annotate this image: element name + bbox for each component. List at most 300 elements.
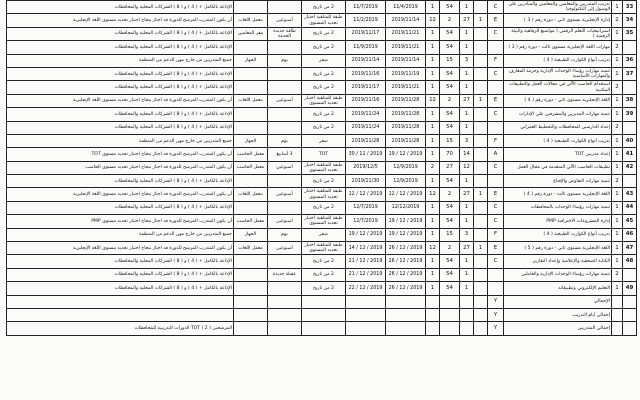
location-cell bbox=[234, 67, 268, 80]
group-number-cell: 48 bbox=[623, 255, 637, 268]
count-b-cell bbox=[460, 308, 474, 321]
selection-cell: 2 من تاريخ bbox=[302, 27, 346, 40]
course-title-cell: إعداد مدربين TOT bbox=[504, 148, 612, 161]
row-number-cell: 1 bbox=[612, 161, 623, 174]
duration-cell bbox=[268, 308, 302, 321]
start-date-cell: 2019/11/14 bbox=[346, 54, 386, 67]
course-title-cell: اللغة الإنجليزية مستوى ثاني - دورة رقم ( 5 ) bbox=[504, 242, 612, 255]
count-d-cell: 1 bbox=[426, 27, 440, 40]
selection-cell: 2 من تاريخ bbox=[302, 81, 346, 94]
count-c-cell: 54 bbox=[440, 175, 460, 188]
start-date-cell: 2019 / 12 / 21 bbox=[346, 268, 386, 281]
selection-cell: طبقة للمتلقية اختبار تحديد المستوى bbox=[302, 188, 346, 201]
course-title-cell: تدريب أنواع الكوارث الطبيعية ( 4 ) bbox=[504, 228, 612, 241]
location-cell bbox=[234, 295, 268, 308]
course-title-cell: الإجمالي bbox=[504, 295, 612, 308]
selection-cell: 2 من تاريخ bbox=[302, 108, 346, 121]
notes-cell: الإذاعة بالكامل + ( 4 ) و ( 8 ) الشركات المحلية والمحافظات bbox=[7, 81, 234, 94]
schedule-table bbox=[6, 0, 637, 336]
level-code-cell: C bbox=[488, 67, 504, 80]
count-c-cell: 54 bbox=[440, 41, 460, 54]
selection-cell: 2 من تاريخ bbox=[302, 121, 346, 134]
table-row bbox=[7, 161, 637, 174]
count-d-cell: 12 bbox=[426, 242, 440, 255]
count-c-cell: 2 bbox=[440, 14, 460, 27]
selection-cell: صفر bbox=[302, 228, 346, 241]
start-date-cell: 2019 / 12 / 22 bbox=[346, 282, 386, 295]
duration-cell: أسبوعين bbox=[268, 215, 302, 228]
course-title-cell: تنمية مهارات التفاوض والإقناع bbox=[504, 175, 612, 188]
selection-cell: صفر bbox=[302, 134, 346, 147]
duration-cell bbox=[268, 67, 302, 80]
location-cell bbox=[234, 108, 268, 121]
start-date-cell: 2019 / 12 / 14 bbox=[346, 242, 386, 255]
row-number-cell: 1 bbox=[612, 54, 623, 67]
group-number-cell: 42 bbox=[623, 161, 637, 174]
location-cell: معمل اللغات bbox=[234, 14, 268, 27]
count-c-cell bbox=[440, 308, 460, 321]
table-row bbox=[7, 121, 637, 134]
notes-cell: الإذاعة بالكامل + ( 4 ) و ( 8 ) الشركات المحلية والمحافظات bbox=[7, 282, 234, 295]
count-b-cell: 1 bbox=[460, 27, 474, 40]
count-b-cell: 1 bbox=[460, 1, 474, 14]
end-date-cell: 12/9/2019 bbox=[386, 161, 426, 174]
level-code-cell: C bbox=[488, 27, 504, 40]
duration-cell: أسبوعين bbox=[268, 242, 302, 255]
count-c-cell: 27 bbox=[440, 161, 460, 174]
count-c-cell: 54 bbox=[440, 81, 460, 94]
start-date-cell: 2019 / 12 / 12 bbox=[346, 188, 386, 201]
count-a-cell: 1 bbox=[474, 94, 488, 107]
level-code-cell: Y bbox=[488, 308, 504, 321]
count-d-cell: 12 bbox=[426, 14, 440, 27]
row-number-cell: 2 bbox=[612, 121, 623, 134]
notes-cell: جميع المتدربين من خارج مهن الدعم من المنظمة bbox=[7, 228, 234, 241]
table-row bbox=[7, 54, 637, 67]
row-number-cell: 1 bbox=[612, 1, 623, 14]
course-title-cell: إدارة الإنجليزية مستوى ثاني - دورة رقم ( 3 ) bbox=[504, 14, 612, 27]
course-title-cell: إعداد الدارسين للمحافظات والتخطيط العمراني bbox=[504, 121, 612, 134]
row-number-cell: 2 bbox=[612, 175, 623, 188]
level-code-cell: E bbox=[488, 188, 504, 201]
notes-cell: الإذاعة بالكامل + ( 4 ) و ( 8 ) الشركات المحلية والمحافظات bbox=[7, 1, 234, 14]
duration-cell bbox=[268, 121, 302, 134]
level-code-cell: E bbox=[488, 242, 504, 255]
row-number-cell: 1 bbox=[612, 201, 623, 214]
selection-cell: 2 من تاريخ bbox=[302, 175, 346, 188]
level-code-cell: Y bbox=[488, 322, 504, 335]
count-d-cell bbox=[426, 295, 440, 308]
count-c-cell: 54 bbox=[440, 27, 460, 40]
count-d-cell: 1 bbox=[426, 268, 440, 281]
end-date-cell bbox=[386, 322, 426, 335]
end-date-cell: 2019 / 12 / 26 bbox=[386, 255, 426, 268]
table-row bbox=[7, 228, 637, 241]
course-title-cell: اللغة الإنجليزية مستوى ثالث - دورة رقم ( 4 ) bbox=[504, 188, 612, 201]
end-date-cell: 2019/11/21 bbox=[386, 41, 426, 54]
table-row bbox=[7, 188, 637, 201]
count-d-cell: 1 bbox=[426, 1, 440, 14]
end-date-cell: 2019/11/28 bbox=[386, 121, 426, 134]
level-code-cell bbox=[488, 268, 504, 281]
start-date-cell: 2019/11/24 bbox=[346, 121, 386, 134]
selection-cell: طبقة للمتلقية اختبار تحديد المستوى bbox=[302, 14, 346, 27]
count-b-cell: 1 bbox=[460, 41, 474, 54]
start-date-cell: 2019/11/17 bbox=[346, 81, 386, 94]
count-a-cell bbox=[474, 134, 488, 147]
count-a-cell: 1 bbox=[474, 188, 488, 201]
count-d-cell bbox=[426, 322, 440, 335]
end-date-cell: 2019/11/19 bbox=[386, 67, 426, 80]
group-number-cell bbox=[623, 322, 637, 335]
level-code-cell: E bbox=[488, 14, 504, 27]
level-code-cell: C bbox=[488, 215, 504, 228]
count-d-cell: 1 bbox=[426, 175, 440, 188]
start-date-cell: 11/7/2019 bbox=[346, 1, 386, 14]
count-c-cell: 54 bbox=[440, 67, 460, 80]
duration-cell bbox=[268, 201, 302, 214]
count-d-cell: 2 bbox=[426, 161, 440, 174]
group-number-cell: 34 bbox=[623, 14, 637, 27]
end-date-cell: 2019 / 12 / 26 bbox=[386, 282, 426, 295]
level-code-cell: F bbox=[488, 54, 504, 67]
table-row bbox=[7, 201, 637, 214]
course-title-cell: تدريب المتدربين والمعلمين والمعلمين والمبادرين على الوصول إلى التكنولوجيا bbox=[504, 1, 612, 14]
level-code-cell bbox=[488, 121, 504, 134]
group-number-cell: 39 bbox=[623, 108, 637, 121]
course-title-cell: إجمالي أيام التدريب bbox=[504, 308, 612, 321]
start-date-cell bbox=[346, 295, 386, 308]
end-date-cell: 12/9/2019 bbox=[386, 175, 426, 188]
count-a-cell: 1 bbox=[474, 242, 488, 255]
count-a-cell bbox=[474, 54, 488, 67]
end-date-cell bbox=[386, 295, 426, 308]
end-date-cell: 2019/11/28 bbox=[386, 108, 426, 121]
notes-cell: الإذاعة بالكامل + ( 4 ) و ( 8 ) الشركات المحلية والمحافظات bbox=[7, 41, 234, 54]
duration-cell bbox=[268, 282, 302, 295]
row-number-cell: 1 bbox=[612, 282, 623, 295]
duration-cell: 3 أسابيع bbox=[268, 148, 302, 161]
start-date-cell: 12/7/2019 bbox=[346, 215, 386, 228]
selection-cell: 2 من تاريخ bbox=[302, 67, 346, 80]
duration-cell: يوم bbox=[268, 134, 302, 147]
notes-cell: المرشحين ( 2 ) TOT الدورات التدريبية للمحافظات bbox=[7, 322, 234, 335]
location-cell bbox=[234, 308, 268, 321]
start-date-cell: 11/2/2019 bbox=[346, 14, 386, 27]
count-d-cell: 1 bbox=[426, 201, 440, 214]
count-c-cell: 54 bbox=[440, 1, 460, 14]
count-a-cell bbox=[474, 1, 488, 14]
course-title-cell: مهارات اللغة الإنجليزية مستوى ثالث - دورة رقم ( 3 ) bbox=[504, 41, 612, 54]
row-number-cell: 1 bbox=[612, 255, 623, 268]
level-code-cell: C bbox=[488, 255, 504, 268]
table-row bbox=[7, 67, 637, 80]
count-d-cell: 1 bbox=[426, 282, 440, 295]
notes-cell: الإذاعة بالكامل + ( 4 ) و ( 8 ) الشركات المحلية والمحافظات bbox=[7, 255, 234, 268]
row-number-cell: 1 bbox=[612, 188, 623, 201]
duration-cell: طاقة جديدة الخدمة bbox=[268, 27, 302, 40]
location-cell: معمل اللغات bbox=[234, 188, 268, 201]
selection-cell: طبقة للمتلقية اختبار تحديد المستوى bbox=[302, 215, 346, 228]
level-code-cell bbox=[488, 81, 504, 94]
level-code-cell bbox=[488, 41, 504, 54]
level-code-cell: E bbox=[488, 94, 504, 107]
location-cell bbox=[234, 41, 268, 54]
notes-cell: الإذاعة بالكامل + ( 4 ) و ( 8 ) الشركات المحلية والمحافظات bbox=[7, 67, 234, 80]
count-a-cell bbox=[474, 228, 488, 241]
notes-cell: أن يكون المتدرب المرشح للدورة قد اجتاز بنجاح اختبار تحديد مستوى اللغة الإنجليزية bbox=[7, 94, 234, 107]
count-d-cell: 1 bbox=[426, 121, 440, 134]
count-c-cell: 70 bbox=[440, 148, 460, 161]
table-row bbox=[7, 1, 637, 14]
count-a-cell bbox=[474, 121, 488, 134]
level-code-cell: C bbox=[488, 1, 504, 14]
level-code-cell: C bbox=[488, 201, 504, 214]
end-date-cell: 2019 / 12 / 12 bbox=[386, 188, 426, 201]
duration-cell: يوم bbox=[268, 54, 302, 67]
row-number-cell: 1 bbox=[612, 108, 623, 121]
end-date-cell: 2019/11/21 bbox=[386, 81, 426, 94]
row-number-cell: 2 bbox=[612, 41, 623, 54]
end-date-cell bbox=[386, 308, 426, 321]
count-c-cell: 54 bbox=[440, 268, 460, 281]
notes-cell: جميع المتدربين من خارج مهن الدعم من المنظمة bbox=[7, 54, 234, 67]
selection-cell: صفر bbox=[302, 54, 346, 67]
table-row bbox=[7, 14, 637, 27]
notes-cell: أن يكون المتدرب المرشح للدورة قد اجتاز بنجاح اختبار تحديد مستوى اللغة الإنجليزية bbox=[7, 188, 234, 201]
count-d-cell: 12 bbox=[426, 94, 440, 107]
count-a-cell bbox=[474, 215, 488, 228]
group-number-cell: 49 bbox=[623, 282, 637, 295]
location-cell bbox=[234, 322, 268, 335]
count-c-cell: 15 bbox=[440, 134, 460, 147]
group-number-cell bbox=[623, 295, 637, 308]
course-title-cell: اللغة الإنجليزية مستوى ثاني - دورة رقم ( 4 ) bbox=[504, 94, 612, 107]
selection-cell: طبقة للمتلقية اختبار تحديد المستوى bbox=[302, 242, 346, 255]
course-title-cell: تدريب أنواع الكوارث الطبيعية ( 4 ) bbox=[504, 54, 612, 67]
count-a-cell: 1 bbox=[474, 14, 488, 27]
location-cell: الجهاز bbox=[234, 54, 268, 67]
count-a-cell bbox=[474, 175, 488, 188]
notes-cell: الإذاعة بالكامل + ( 4 ) و ( 8 ) الشركات المحلية والمحافظات bbox=[7, 201, 234, 214]
notes-cell: أن يكون المتدرب المرشح للدورة قد اجتاز بنجاح اختبار تحديد مستوى اللغة الإنجليزية bbox=[7, 14, 234, 27]
selection-cell bbox=[302, 295, 346, 308]
count-c-cell: 54 bbox=[440, 108, 460, 121]
selection-cell: 2 من تاريخ bbox=[302, 1, 346, 14]
count-b-cell: 1 bbox=[460, 67, 474, 80]
location-cell bbox=[234, 1, 268, 14]
selection-cell bbox=[302, 322, 346, 335]
end-date-cell: 2019 / 12 / 19 bbox=[386, 228, 426, 241]
start-date-cell: 2019/11/16 bbox=[346, 67, 386, 80]
location-cell bbox=[234, 201, 268, 214]
selection-cell: 2 من تاريخ bbox=[302, 201, 346, 214]
table-row bbox=[7, 295, 637, 308]
level-code-cell bbox=[488, 175, 504, 188]
count-b-cell: 1 bbox=[460, 255, 474, 268]
count-b-cell: 1 bbox=[460, 282, 474, 295]
count-d-cell: 1 bbox=[426, 228, 440, 241]
count-c-cell bbox=[440, 295, 460, 308]
row-number-cell: 1 bbox=[612, 228, 623, 241]
table-row bbox=[7, 94, 637, 107]
count-a-cell bbox=[474, 308, 488, 321]
end-date-cell: 2019/11/14 bbox=[386, 14, 426, 27]
notes-cell: أن يكون المتدرب المرشح للدورة قد اجتاز بنجاح اختبار تحديد مستوى اللغة الإنجليزية bbox=[7, 242, 234, 255]
notes-cell: الإذاعة بالكامل + ( 4 ) و ( 8 ) الشركات المحلية والمحافظات bbox=[7, 27, 234, 40]
duration-cell: أسبوعين bbox=[268, 161, 302, 174]
count-b-cell: 3 bbox=[460, 134, 474, 147]
group-number-cell bbox=[623, 268, 637, 281]
course-title-cell: تنمية مهارات رؤساء الوحدات الإدارية والعاملين bbox=[504, 268, 612, 281]
location-cell: معمل اللغات bbox=[234, 242, 268, 255]
notes-cell: أن يكون المتدرب المرشح للدورة قد اجتاز بنجاح اختبار تحديد مستوى الحاسب bbox=[7, 161, 234, 174]
group-number-cell: 44 bbox=[623, 201, 637, 214]
count-a-cell bbox=[474, 41, 488, 54]
duration-cell bbox=[268, 81, 302, 94]
table-row bbox=[7, 308, 637, 321]
level-code-cell: Y bbox=[488, 295, 504, 308]
duration-cell bbox=[268, 295, 302, 308]
group-number-cell: 41 bbox=[623, 148, 637, 161]
count-a-cell bbox=[474, 108, 488, 121]
row-number-cell bbox=[612, 322, 623, 335]
notes-cell bbox=[7, 295, 234, 308]
course-title-cell: استراتيجيات التعلم الرقمي ( مواضيع الرفاهية والبيئة الرقمية ) bbox=[504, 27, 612, 40]
level-code-cell: A bbox=[488, 148, 504, 161]
selection-cell: TOT bbox=[302, 148, 346, 161]
end-date-cell: 2019 / 12 / 26 bbox=[386, 242, 426, 255]
group-number-cell bbox=[623, 121, 637, 134]
count-c-cell: 54 bbox=[440, 282, 460, 295]
selection-cell: طبقة للمتلقية اختبار تحديد المستوى bbox=[302, 94, 346, 107]
location-cell: معمل الحاسب bbox=[234, 148, 268, 161]
duration-cell bbox=[268, 322, 302, 335]
count-a-cell bbox=[474, 148, 488, 161]
row-number-cell: 1 bbox=[612, 148, 623, 161]
count-a-cell bbox=[474, 161, 488, 174]
group-number-cell: 37 bbox=[623, 67, 637, 80]
count-a-cell bbox=[474, 67, 488, 80]
location-cell: الجهاز bbox=[234, 134, 268, 147]
count-d-cell: 12 bbox=[426, 188, 440, 201]
count-b-cell: 3 bbox=[460, 54, 474, 67]
row-number-cell bbox=[612, 308, 623, 321]
count-b-cell: 1 bbox=[460, 121, 474, 134]
table-row bbox=[7, 41, 637, 54]
count-c-cell bbox=[440, 322, 460, 335]
group-number-cell: 43 bbox=[623, 188, 637, 201]
row-number-cell: 1 bbox=[612, 94, 623, 107]
start-date-cell: 2019 / 12 / 21 bbox=[346, 255, 386, 268]
duration-cell: أسبوعين bbox=[268, 188, 302, 201]
course-title-cell: تنمية مهارات المديرين والمشرفين على الإدارات bbox=[504, 108, 612, 121]
count-a-cell bbox=[474, 27, 488, 40]
location-cell: معمل الحاسب bbox=[234, 161, 268, 174]
start-date-cell: 2019/11/17 bbox=[346, 27, 386, 40]
count-d-cell: 1 bbox=[426, 148, 440, 161]
selection-cell bbox=[302, 308, 346, 321]
notes-cell: الإذاعة بالكامل + ( 4 ) و ( 8 ) الشركات المحلية والمحافظات bbox=[7, 121, 234, 134]
course-title-cell: تنمية مهارات رؤساء الوحدات الإدارية وحزمة المعارف والمهارات الأساسية bbox=[504, 67, 612, 80]
group-number-cell bbox=[623, 81, 637, 94]
count-d-cell: 1 bbox=[426, 255, 440, 268]
count-d-cell: 1 bbox=[426, 54, 440, 67]
level-code-cell: F bbox=[488, 228, 504, 241]
group-number-cell: 45 bbox=[623, 215, 637, 228]
start-date-cell: 2019/12/5 bbox=[346, 161, 386, 174]
count-c-cell: 54 bbox=[440, 255, 460, 268]
count-c-cell: 2 bbox=[440, 242, 460, 255]
location-cell bbox=[234, 282, 268, 295]
row-number-cell: 1 bbox=[612, 27, 623, 40]
count-c-cell: 15 bbox=[440, 228, 460, 241]
duration-cell: عقيلة جديدة bbox=[268, 268, 302, 281]
table-row bbox=[7, 242, 637, 255]
count-a-cell bbox=[474, 201, 488, 214]
group-number-cell: 46 bbox=[623, 228, 637, 241]
course-title-cell: استخدام الحاسب الآلي في مجالات العمل والتطبيقات المكتبية bbox=[504, 81, 612, 94]
row-number-cell: 2 bbox=[612, 14, 623, 27]
table-row bbox=[7, 148, 637, 161]
selection-cell: 2 من تاريخ bbox=[302, 282, 346, 295]
count-b-cell: 27 bbox=[460, 14, 474, 27]
row-number-cell: 1 bbox=[612, 215, 623, 228]
count-b-cell: 1 bbox=[460, 215, 474, 228]
location-cell bbox=[234, 255, 268, 268]
count-d-cell: 1 bbox=[426, 215, 440, 228]
table-row bbox=[7, 81, 637, 94]
course-title-cell: الكتابة الصحفية والإعلامية وإعداد التقارير bbox=[504, 255, 612, 268]
start-date-cell: 2019/11/28 bbox=[346, 134, 386, 147]
row-number-cell: 1 bbox=[612, 134, 623, 147]
notes-cell: جميع المتدربين من خارج مهن الدعم من المنظمة bbox=[7, 134, 234, 147]
location-cell bbox=[234, 175, 268, 188]
selection-cell: طبقة للمتلقية اختبار تحديد المستوى bbox=[302, 161, 346, 174]
count-b-cell: 1 bbox=[460, 108, 474, 121]
group-number-cell bbox=[623, 41, 637, 54]
start-date-cell bbox=[346, 322, 386, 335]
count-b-cell: 1 bbox=[460, 175, 474, 188]
count-b-cell bbox=[460, 322, 474, 335]
count-a-cell bbox=[474, 255, 488, 268]
row-number-cell: 2 bbox=[612, 268, 623, 281]
count-b-cell: 27 bbox=[460, 188, 474, 201]
start-date-cell bbox=[346, 308, 386, 321]
count-b-cell: 27 bbox=[460, 242, 474, 255]
notes-cell: أن يكون المتدرب المرشح للدورة قد اجتاز بنجاح اختبار تحديد مستوى TOT bbox=[7, 148, 234, 161]
group-number-cell: 38 bbox=[623, 94, 637, 107]
duration-cell: يوم bbox=[268, 228, 302, 241]
count-c-cell: 54 bbox=[440, 215, 460, 228]
end-date-cell: 2019/11/28 bbox=[386, 94, 426, 107]
start-date-cell: 2019/11/16 bbox=[346, 94, 386, 107]
duration-cell bbox=[268, 175, 302, 188]
table-row bbox=[7, 268, 637, 281]
count-b-cell: 14 bbox=[460, 148, 474, 161]
group-number-cell bbox=[623, 308, 637, 321]
count-b-cell: 3 bbox=[460, 228, 474, 241]
count-d-cell: 1 bbox=[426, 67, 440, 80]
selection-cell: 2 من تاريخ bbox=[302, 268, 346, 281]
table-row bbox=[7, 108, 637, 121]
notes-cell: الإذاعة بالكامل + ( 4 ) و ( 8 ) الشركات المحلية والمحافظات bbox=[7, 268, 234, 281]
table-body bbox=[7, 1, 637, 336]
group-number-cell: 47 bbox=[623, 242, 637, 255]
row-number-cell bbox=[612, 295, 623, 308]
group-number-cell: 36 bbox=[623, 54, 637, 67]
location-cell: معمل الحاسب bbox=[234, 215, 268, 228]
